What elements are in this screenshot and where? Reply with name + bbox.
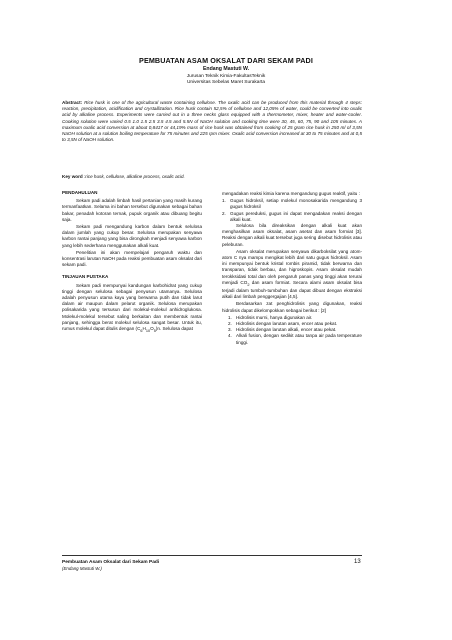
keywords-text: :rice husk, cellulose, alkaline process, oxalic acid.: [83, 174, 185, 179]
paper-title: PEMBUATAN ASAM OKSALAT DARI SEKAM PADI: [139, 56, 313, 65]
author-name: Endang Mastuti W.: [202, 66, 250, 72]
list-item: 1. Hidrolisis murni, hanya digunakan air.: [228, 314, 313, 320]
abstract: [62, 100, 362, 143]
paragraph-cellulose: Sekam padi mempunyai kandungan karbohidrat yang cukup tinggi dengan selulosa sebagai penyusun utamanya. Selulosa adalah penyusun utama kayu yang berwarna putih dan tidak larut dalam air maupun dalam pelarut organik. Selulosa merupakan polisakarida yang tersusun dari molekul-molekul anhidroglukosa. Molekul-molekul tersebut saling berkaitan dan membentuk rantai panjang, sehingga berat molekul selulosa sangat besar. Untuk itu, rumus molekul dapat ditulis dengan $(C_6H_{10}O_5)n$. Selulosa dapat: [62, 282, 202, 333]
abstract-label: Abstract:: [62, 100, 83, 105]
paragraph-oxalic-acid: Asam oksalat merupakan senyawa dikarboksilat yang atom-atom C nya mampu mengikat lebih dari satu gugus hidroksil. Asam ini mempunyai bentuk kristal rombis piramid, tidak berwarna dan transparan, tidak berbau, dan higroskopis. Asam oksalat mudah terokksidasi total dan oleh pengaruh panas yang tinggi akan terurai menjadi $CO_2$ dan asam formiat. Secara alami asam oksalat bisa terjadi dalam tumbuh-tumbuhan dan dapat dibuat dengan ekstraksi alkali dari limbah penggergajian [4,5].: [222, 248, 362, 300]
list-item: 4. Alkali fusion, dengan sedikit atau tanpa air pada temperature tinggi.: [228, 333, 362, 345]
list-item: 2. Hidrolisis dengan larutan asam, encer atau pekat.: [228, 320, 338, 326]
footer-title: Pembuatan Asam Oksalat dari Sekam Padi: [62, 560, 160, 565]
paragraph: Penelitian ini akan mempelajari pengaruh waktu dan konsentrasi larutan NaOH pada reaksi pembuatan asam oksalat dari sekam padi.: [62, 249, 202, 268]
paragraph: mengadakan reaksi kimia karena mengandung gugus reaktif, yaitu :: [222, 191, 360, 196]
footer-author: (Endang Mastuti W.): [62, 566, 102, 571]
keywords: [62, 174, 362, 179]
paragraph: Selulosa bila direaksikan dengan alkali kuat akan menghasilkan asam oksalat, asam asetat dan asam formiat [3]. Reaksi dengan alkali kuat tersebut juga sering disebut hidrolisis atau peleburan.: [222, 223, 362, 247]
affiliation-university: Universitas Sebelas Maret Surakarta: [186, 80, 266, 85]
section-heading-pendahuluan: PENDAHULUAN: [62, 190, 98, 195]
list-item: 3. Hidrolisis dengan larutan alkali, encer atau pekat.: [228, 327, 337, 333]
abstract-text: Rice husk is one of the agricultural waste containing cellulose. The oxalic acid can be produced from this material through 4 steps: reaction, precipitation, acidification and crystallization. Rice husk contain 52,5% of cellulose and 12,05% of water, could be converted into oxalic acid by alkaline process. Experiments were carried out in a three necks glass equipped with a thermometer, mixer, heater and water-cooler. Cooking solution were varied 0.5 1.0 1.5 2.5 3.5 4.5 and 5.5N of NaOH solution and cooking time were 30, 45, 60, 75, 90 and 105 minutes. A maximum oxalic acid conversion at about 0,8417 or 44,19% mass of rice husk was obtained from cooking of 25 gram rice husk in 250 ml of 3,5N NaOH solution at a solution boiling temperature for 75 minutes and 225 rpm mixer. Oxalic acid conversion increased at 30 to 75 minutes and at 0,5 to 3,5N of NaOH solution.: [62, 100, 362, 143]
page-number: 13: [354, 559, 361, 565]
affiliation-department: Jurusan Teknik Kimia-FakultasTeknik: [186, 74, 266, 79]
paragraph: Sekam padi mengandung karbon dalam bentuk selulosa dalam jumlah yang cukup besar. Selulosa merupakan senyawa karbon rantai panjang yang bisa dirongkah menjadi senyawa karbon yang lebih sederhana menggunakan alkali kuat.: [62, 224, 202, 248]
list-item: 2. Gugus pereduksi, gugus ini dapat mengadakan reaksi dengan alkali kuat.: [222, 210, 362, 222]
section-heading-tinjauan-pustaka: TINJAUAN PUSTAKA: [62, 274, 109, 280]
paragraph: Sekam padi adalah limbah hasil pertanian yang masih kurang termanfaatkan. Selama ini bahan tersebut digunakan sebagai bahan bakar, penadah kotoran ternak, pupuk organik atau dibuang begitu saja.: [62, 198, 202, 222]
footer-divider: [62, 555, 362, 556]
paragraph: Berdasarkan zat penghidrolisis yang digunakan, reaksi hidrolisis dapat dikelompokkan sebagai berikut : [2]: [222, 301, 362, 313]
keywords-label: Key word: [62, 174, 83, 179]
list-item: 1. Gugus hidroksil, setiap molekul monosakarida mengandung 3 gugus hidroksil: [222, 198, 362, 210]
left-column: [62, 186, 202, 335]
right-column: [222, 186, 362, 346]
